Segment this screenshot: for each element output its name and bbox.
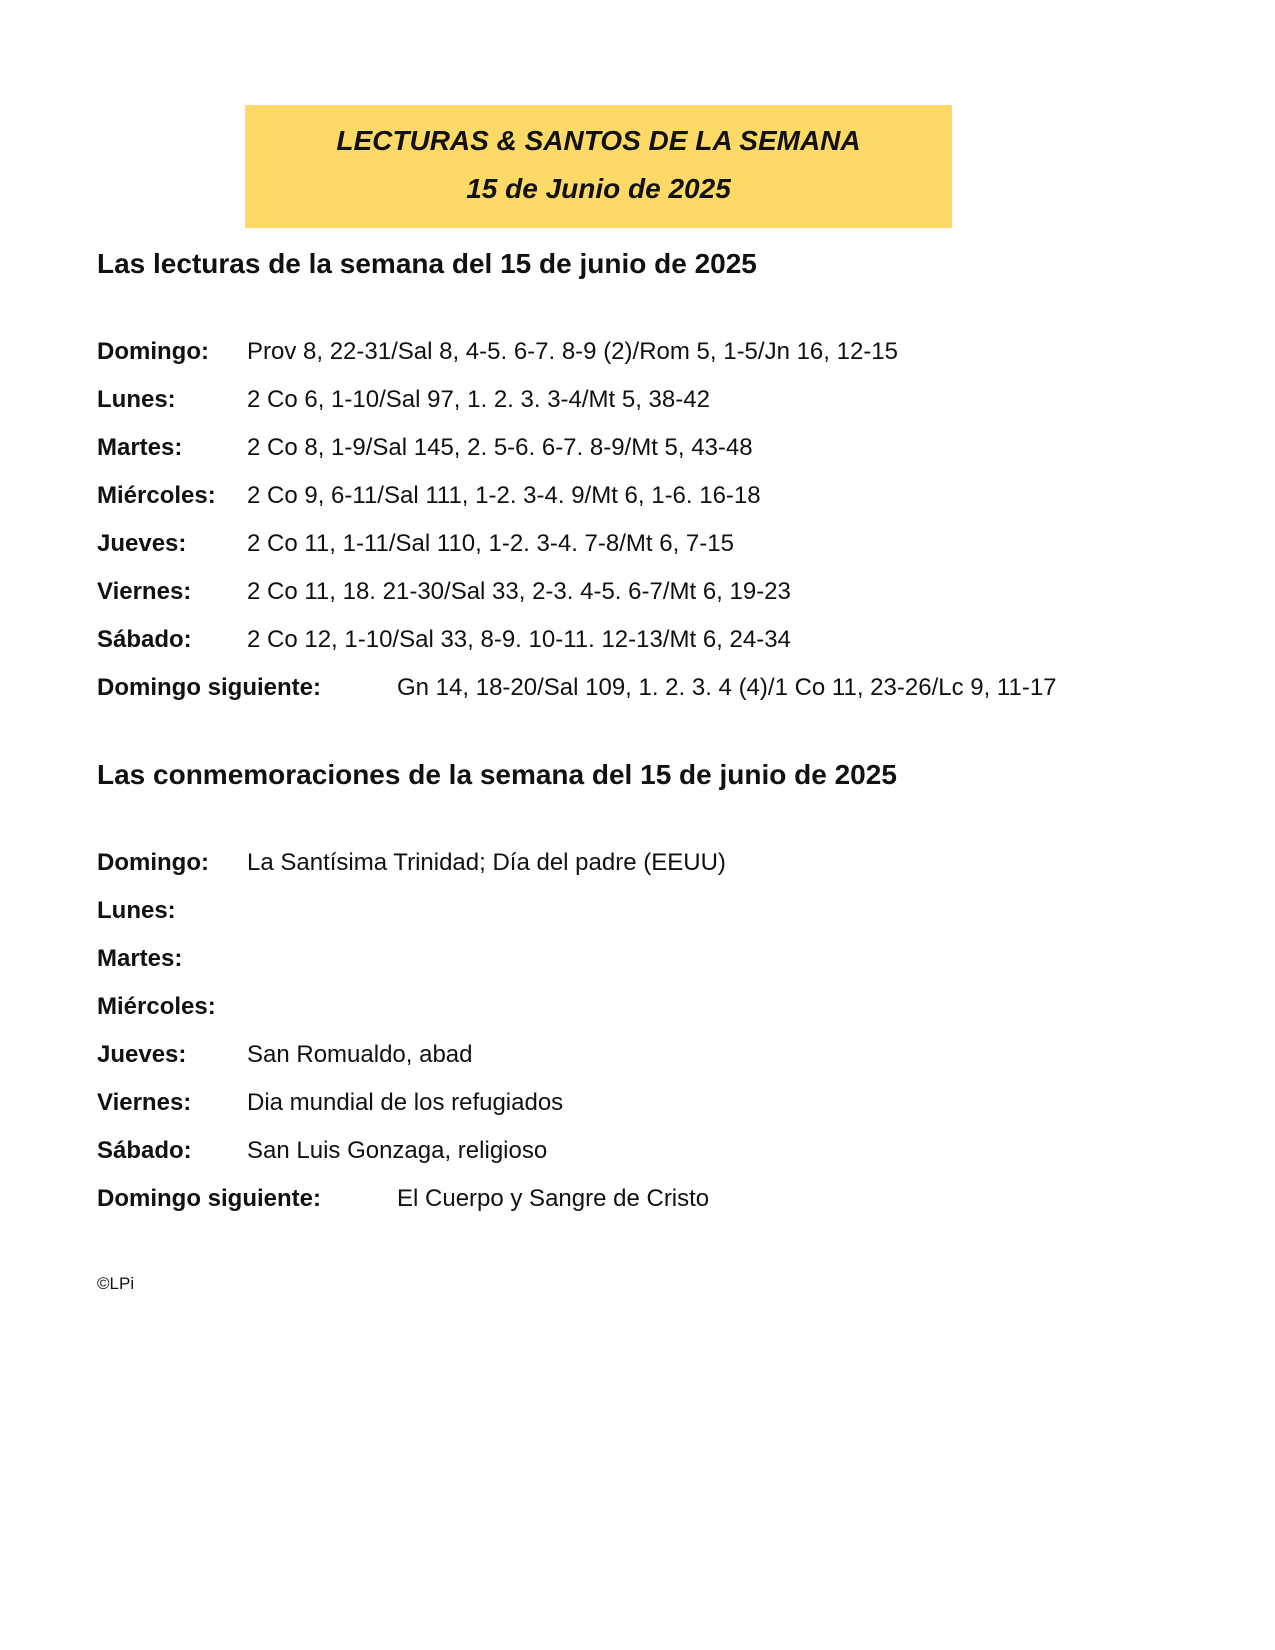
commemoration-text: San Luis Gonzaga, religioso bbox=[247, 1137, 548, 1164]
commemoration-row-viernes bbox=[97, 1089, 1257, 1137]
reading-text: Gn 14, 18-20/Sal 109, 1. 2. 3. 4 (4)/1 Co 11, 23-26/Lc 9, 11-17 bbox=[397, 674, 1057, 701]
reading-row-miercoles bbox=[97, 482, 1257, 530]
day-label: Viernes: bbox=[97, 578, 192, 605]
day-label: Viernes: bbox=[97, 1089, 192, 1116]
reading-row-martes bbox=[97, 434, 1257, 482]
reading-row-domingo bbox=[97, 338, 1257, 386]
reading-text: 2 Co 9, 6-11/Sal 111, 1-2. 3-4. 9/Mt 6, 1-6. 16-18 bbox=[247, 482, 761, 509]
commemoration-text: San Romualdo, abad bbox=[247, 1041, 473, 1068]
day-label: Jueves: bbox=[97, 1041, 187, 1068]
commemorations-heading: Las conmemoraciones de la semana del 15 de junio de 2025 bbox=[97, 759, 897, 790]
commemoration-row-lunes bbox=[97, 897, 1257, 945]
reading-text: 2 Co 11, 18. 21-30/Sal 33, 2-3. 4-5. 6-7/Mt 6, 19-23 bbox=[247, 578, 791, 605]
reading-row-jueves bbox=[97, 530, 1257, 578]
day-label: Domingo siguiente: bbox=[97, 674, 321, 701]
reading-text: 2 Co 11, 1-11/Sal 110, 1-2. 3-4. 7-8/Mt 6, 7-15 bbox=[247, 530, 734, 557]
day-label: Domingo: bbox=[97, 338, 209, 365]
reading-row-sabado bbox=[97, 626, 1257, 674]
commemoration-row-domingo-siguiente bbox=[97, 1185, 1257, 1233]
commemoration-text: La Santísima Trinidad; Día del padre (EEUU) bbox=[247, 849, 726, 876]
reading-row-viernes bbox=[97, 578, 1257, 626]
day-label: Martes: bbox=[97, 434, 183, 461]
day-label: Lunes: bbox=[97, 897, 176, 924]
day-label: Jueves: bbox=[97, 530, 187, 557]
reading-text: Prov 8, 22-31/Sal 8, 4-5. 6-7. 8-9 (2)/Rom 5, 1-5/Jn 16, 12-15 bbox=[247, 338, 898, 365]
reading-text: 2 Co 6, 1-10/Sal 97, 1. 2. 3. 3-4/Mt 5, 38-42 bbox=[247, 386, 710, 413]
commemoration-row-martes bbox=[97, 945, 1257, 993]
day-label: Sábado: bbox=[97, 626, 192, 653]
commemoration-row-miercoles bbox=[97, 993, 1257, 1041]
reading-row-lunes bbox=[97, 386, 1257, 434]
banner-date: 15 de Junio de 2025 bbox=[466, 173, 731, 204]
commemoration-row-sabado bbox=[97, 1137, 1257, 1185]
day-label: Lunes: bbox=[97, 386, 176, 413]
reading-row-domingo-siguiente bbox=[97, 674, 1257, 722]
day-label: Sábado: bbox=[97, 1137, 192, 1164]
title-banner bbox=[245, 105, 952, 228]
day-label: Miércoles: bbox=[97, 993, 216, 1020]
commemoration-text: El Cuerpo y Sangre de Cristo bbox=[397, 1185, 710, 1212]
day-label: Miércoles: bbox=[97, 482, 216, 509]
copyright-notice: ©LPi bbox=[97, 1274, 135, 1293]
day-label: Domingo siguiente: bbox=[97, 1185, 321, 1212]
day-label: Domingo: bbox=[97, 849, 209, 876]
reading-text: 2 Co 12, 1-10/Sal 33, 8-9. 10-11. 12-13/Mt 6, 24-34 bbox=[247, 626, 791, 653]
readings-heading: Las lecturas de la semana del 15 de junio de 2025 bbox=[97, 248, 757, 279]
commemoration-text: Dia mundial de los refugiados bbox=[247, 1089, 564, 1116]
day-label: Martes: bbox=[97, 945, 183, 972]
commemoration-row-jueves bbox=[97, 1041, 1257, 1089]
banner-title: LECTURAS & SANTOS DE LA SEMANA bbox=[336, 125, 861, 156]
readings-list bbox=[97, 338, 1257, 722]
commemorations-list bbox=[97, 849, 1257, 1233]
commemoration-row-domingo bbox=[97, 849, 1257, 897]
reading-text: 2 Co 8, 1-9/Sal 145, 2. 5-6. 6-7. 8-9/Mt 5, 43-48 bbox=[247, 434, 753, 461]
